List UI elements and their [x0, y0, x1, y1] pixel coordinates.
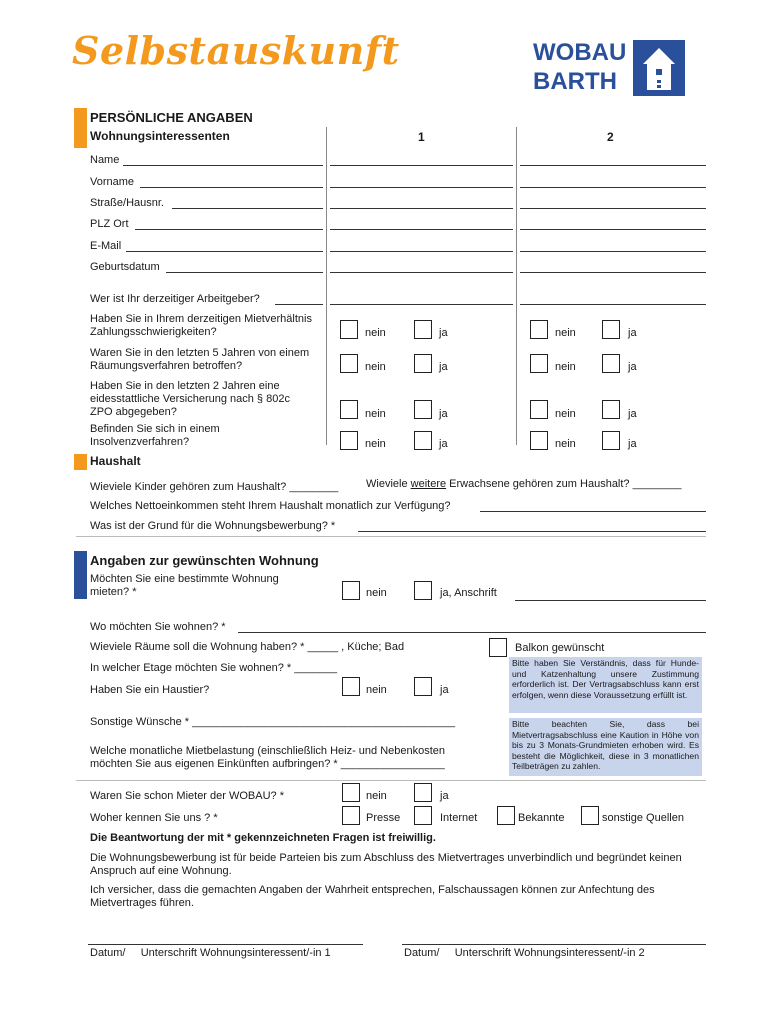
wishes-question: Sonstige Wünsche * ___________________________________________: [90, 716, 456, 728]
field-label-street: Straße/Hausnr.: [90, 197, 164, 209]
tenant-no-checkbox[interactable]: [342, 783, 360, 802]
specific-yes-checkbox[interactable]: [414, 581, 432, 600]
vorname-input-2[interactable]: [520, 187, 706, 188]
column-divider-1: [326, 127, 327, 445]
name-input-2[interactable]: [520, 165, 706, 166]
field-label-birthdate: Geburtsdatum: [90, 261, 160, 273]
field-label-plz: PLZ Ort: [90, 218, 129, 230]
q1-applicant1-yes-checkbox[interactable]: [414, 320, 432, 339]
q2-applicant1-yes-checkbox[interactable]: [414, 354, 432, 373]
name-input-a[interactable]: [123, 165, 323, 166]
q3-applicant1-yes-label: ja: [439, 408, 448, 420]
q2-applicant1-no-label: nein: [365, 361, 386, 373]
email-input-1[interactable]: [330, 251, 513, 252]
signature-line-2[interactable]: [402, 944, 706, 945]
floor-question: In welcher Etage möchten Sie wohnen? * _______: [90, 662, 338, 674]
source-other-label: sonstige Quellen: [602, 812, 684, 824]
adults-question-suffix: Erwachsene gehören zum Haushalt? ________: [449, 478, 682, 490]
section-marker-personal: [74, 108, 87, 148]
reason-question: Was ist der Grund für die Wohnungsbewerbung? *: [90, 520, 336, 532]
birthdate-input-1[interactable]: [330, 272, 513, 273]
rent-question: Welche monatliche Mietbelastung (einschließlich Heiz- und Nebenkosten möchten Sie aus eigenen Einkünften aufbringen? * _________________: [90, 745, 446, 770]
signature-label-1: Datum/ Unterschrift Wohnungsinteressent/-in 1: [90, 947, 331, 959]
balcony-checkbox[interactable]: [489, 638, 507, 657]
pet-yes-checkbox[interactable]: [414, 677, 432, 696]
source-other-checkbox[interactable]: [581, 806, 599, 825]
tenant-yes-label: ja: [440, 790, 449, 802]
q1-applicant2-yes-checkbox[interactable]: [602, 320, 620, 339]
location-question: Wo möchten Sie wohnen? *: [90, 621, 226, 633]
question-insolvency: Befinden Sie sich in einem Insolvenzverfahren?: [90, 423, 220, 448]
signature-line-1[interactable]: [88, 944, 363, 945]
section-marker-household: [74, 454, 87, 470]
wobau-logo: [533, 40, 693, 98]
applicants-subtitle: Wohnungsinteressenten: [90, 129, 230, 143]
q3-applicant2-no-label: nein: [555, 408, 576, 420]
column-header-1: 1: [418, 130, 425, 144]
q1-applicant2-yes-label: ja: [628, 327, 637, 339]
q4-applicant2-yes-checkbox[interactable]: [602, 431, 620, 450]
employer-input-2[interactable]: [520, 304, 706, 305]
specific-apartment-question: Möchten Sie eine bestimmte Wohnung mieten? *: [90, 573, 279, 598]
pet-no-label: nein: [366, 684, 387, 696]
section-marker-apartment: [74, 551, 87, 599]
q2-applicant2-yes-label: ja: [628, 361, 637, 373]
q2-applicant2-no-label: nein: [555, 361, 576, 373]
q2-applicant2-no-checkbox[interactable]: [530, 354, 548, 373]
employer-label: Wer ist Ihr derzeitiger Arbeitgeber?: [90, 293, 260, 305]
q4-applicant1-no-checkbox[interactable]: [340, 431, 358, 450]
pet-question: Haben Sie ein Haustier?: [90, 684, 210, 696]
question-eviction: Waren Sie in den letzten 5 Jahren von einem Räumungsverfahren betroffen?: [90, 347, 310, 372]
source-friends-checkbox[interactable]: [497, 806, 515, 825]
q3-applicant1-yes-checkbox[interactable]: [414, 400, 432, 419]
q4-applicant1-no-label: nein: [365, 438, 386, 450]
pet-info-box: Bitte haben Sie Verständnis, dass für Hunde- und Katzenhaltung unsere Zustimmung erforderlich ist. Der Vertragsabschluss kann erst erfolgen, wenn diese Voraussetzung erfüllt ist.: [509, 657, 702, 713]
pet-yes-label: ja: [440, 684, 449, 696]
q2-applicant1-yes-label: ja: [439, 361, 448, 373]
birthdate-input-2[interactable]: [520, 272, 706, 273]
field-label-email: E-Mail: [90, 240, 122, 252]
source-friends-label: Bekannte: [518, 812, 565, 824]
q1-applicant2-no-label: nein: [555, 327, 576, 339]
q4-applicant2-yes-label: ja: [628, 438, 637, 450]
rooms-question: Wieviele Räume soll die Wohnung haben? * _____ , Küche; Bad: [90, 641, 405, 653]
column-header-2: 2: [607, 130, 614, 144]
specific-yes-label: ja, Anschrift: [440, 587, 497, 599]
email-input-2[interactable]: [520, 251, 706, 252]
plz-input-a[interactable]: [135, 229, 323, 230]
income-question: Welches Nettoeinkommen steht Ihrem Haushalt monatlich zur Verfügung?: [90, 500, 451, 512]
q3-applicant2-yes-label: ja: [628, 408, 637, 420]
source-internet-label: Internet: [440, 812, 478, 824]
q1-applicant2-no-checkbox[interactable]: [530, 320, 548, 339]
q2-applicant2-yes-checkbox[interactable]: [602, 354, 620, 373]
voluntary-note: Die Beantwortung der mit * gekennzeichneten Fragen ist freiwillig.: [90, 832, 436, 844]
apartment-divider: [76, 780, 706, 781]
q4-applicant2-no-label: nein: [555, 438, 576, 450]
household-divider: [76, 536, 706, 537]
balcony-label: Balkon gewünscht: [515, 642, 605, 654]
q4-applicant1-yes-label: ja: [439, 438, 448, 450]
section-title-household: Haushalt: [90, 454, 141, 468]
section-title-personal: PERSÖNLICHE ANGABEN: [90, 110, 253, 125]
section-title-apartment: Angaben zur gewünschten Wohnung: [90, 553, 319, 568]
location-input[interactable]: [238, 632, 706, 633]
specific-no-label: nein: [366, 587, 387, 599]
q2-applicant1-no-checkbox[interactable]: [340, 354, 358, 373]
source-press-label: Presse: [366, 812, 401, 824]
q3-applicant1-no-checkbox[interactable]: [340, 400, 358, 419]
reason-input[interactable]: [358, 531, 706, 532]
q3-applicant2-yes-checkbox[interactable]: [602, 400, 620, 419]
street-input-a[interactable]: [172, 208, 323, 209]
source-internet-checkbox[interactable]: [414, 806, 432, 825]
vorname-input-a[interactable]: [140, 187, 323, 188]
plz-input-2[interactable]: [520, 229, 706, 230]
truthfulness-paragraph: Ich versicher, dass die gemachten Angaben der Wahrheit entsprechen, Falschaussagen können zur Anfechtung des Mietvertrages führen.: [90, 884, 655, 909]
q1-applicant1-yes-label: ja: [439, 327, 448, 339]
vorname-input-1[interactable]: [330, 187, 513, 188]
q1-applicant1-no-label: nein: [365, 327, 386, 339]
adults-question-prefix: Wieviele: [366, 478, 408, 490]
q3-applicant1-no-label: nein: [365, 408, 386, 420]
source-press-checkbox[interactable]: [342, 806, 360, 825]
q4-applicant2-no-checkbox[interactable]: [530, 431, 548, 450]
q3-applicant2-no-checkbox[interactable]: [530, 400, 548, 419]
pet-no-checkbox[interactable]: [342, 677, 360, 696]
name-input-1[interactable]: [330, 165, 513, 166]
adults-question-emphasis: weitere: [410, 478, 447, 490]
column-divider-2: [516, 127, 517, 445]
adults-question: [366, 478, 682, 491]
question-payment-difficulties: Haben Sie in Ihrem derzeitigen Mietverhältnis Zahlungsschwierigkeiten?: [90, 313, 312, 338]
former-tenant-question: Waren Sie schon Mieter der WOBAU? *: [90, 790, 284, 802]
street-input-2[interactable]: [520, 208, 706, 209]
tenant-yes-checkbox[interactable]: [414, 783, 432, 802]
street-input-1[interactable]: [330, 208, 513, 209]
address-input[interactable]: [515, 600, 706, 601]
signature-label-2: Datum/ Unterschrift Wohnungsinteressent/-in 2: [404, 947, 645, 959]
children-question: Wieviele Kinder gehören zum Haushalt? ________: [90, 481, 339, 493]
document-title: Selbstauskunft: [72, 28, 400, 73]
employer-input-a[interactable]: [275, 304, 323, 305]
income-input[interactable]: [480, 511, 706, 512]
employer-input-1[interactable]: [330, 304, 513, 305]
logo-line-1: WOBAU: [533, 39, 627, 66]
specific-no-checkbox[interactable]: [342, 581, 360, 600]
plz-input-1[interactable]: [330, 229, 513, 230]
tenant-no-label: nein: [366, 790, 387, 802]
q1-applicant1-no-checkbox[interactable]: [340, 320, 358, 339]
field-label-name: Name: [90, 154, 120, 166]
question-affidavit: Haben Sie in den letzten 2 Jahren eine eidesstattliche Versicherung nach § 802c ZPO abgegeben?: [90, 380, 290, 418]
logo-line-2: BARTH: [533, 68, 617, 95]
field-label-vorname: Vorname: [90, 176, 135, 188]
nonbinding-paragraph: Die Wohnungsbewerbung ist für beide Parteien bis zum Abschluss des Mietvertrages unverbindlich und begründet keinen Anspruch auf eine Wohnung.: [90, 852, 682, 877]
tower-icon: [633, 40, 685, 96]
email-input-a[interactable]: [126, 251, 323, 252]
q4-applicant1-yes-checkbox[interactable]: [414, 431, 432, 450]
birthdate-input-a[interactable]: [166, 272, 323, 273]
deposit-info-box: Bitte beachten Sie, dass bei Mietvertragsabschluss eine Kaution in Höhe von bis zu 3 Monats-Grundmieten erhoben wird. Es besteht die Möglichkeit, diese in 3 monatlichen Teilbeträgen zu zahlen.: [509, 718, 702, 776]
source-question: Woher kennen Sie uns ? *: [90, 812, 218, 824]
